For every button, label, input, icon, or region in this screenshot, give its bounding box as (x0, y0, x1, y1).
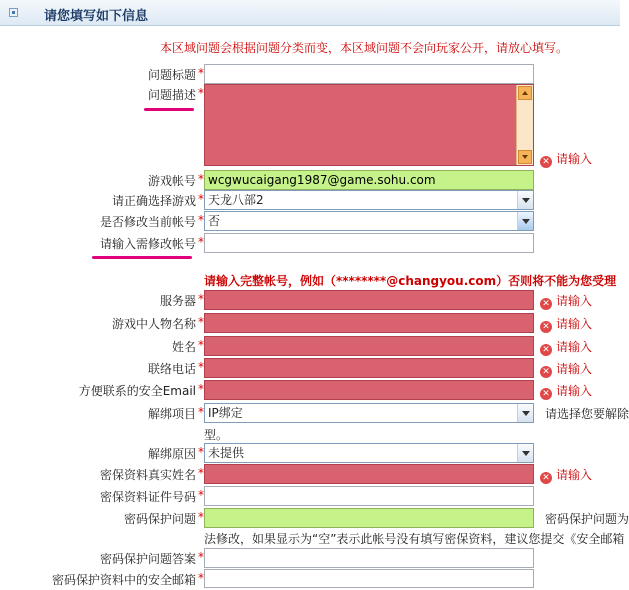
answer-input[interactable] (204, 548, 534, 568)
label-name: 姓名 (171, 340, 196, 354)
error-icon: ✕ (540, 156, 552, 168)
required-star: * (198, 86, 204, 100)
scroll-up-icon[interactable] (518, 86, 532, 100)
name-error: ✕ 请输入 (540, 338, 592, 356)
server-error: ✕ 请输入 (540, 292, 592, 310)
label-answer: 密码保护问题答案 (99, 552, 196, 566)
description-textarea[interactable] (204, 84, 534, 166)
required-star: * (198, 338, 204, 352)
required-star: * (198, 510, 204, 524)
section-title: 请您填写如下信息 (44, 9, 149, 24)
character-error: ✕ 请输入 (540, 315, 592, 333)
required-star: * (198, 382, 204, 396)
notice-text: 本区域问题会根据问题分类而变，本区域问题不会向玩家公开，请放心填写。 (160, 41, 569, 55)
label-title: 问题标题 (147, 68, 196, 82)
modify-account-input[interactable] (204, 233, 534, 253)
real-name-error: ✕ 请输入 (540, 466, 592, 484)
required-star: * (198, 292, 204, 306)
email-error: ✕ 请输入 (540, 382, 592, 400)
label-real-name: 密保资料真实姓名 (99, 468, 196, 482)
chevron-down-icon[interactable] (517, 444, 533, 462)
account-input[interactable]: wcgwucaigang1987@game.sohu.com (204, 170, 534, 190)
phone-input[interactable] (204, 358, 534, 378)
label-email: 方便联系的安全Email (78, 384, 196, 398)
unbind-item-note: 型。 (204, 428, 229, 442)
required-star: * (198, 235, 204, 249)
required-star: * (198, 405, 204, 419)
server-input[interactable] (204, 290, 534, 310)
label-game: 请正确选择游戏 (111, 194, 196, 208)
chevron-down-icon[interactable] (517, 212, 533, 230)
error-icon: ✕ (540, 344, 552, 356)
id-number-input[interactable] (204, 486, 534, 506)
section-header (0, 0, 620, 26)
label-phone: 联络电话 (147, 362, 196, 376)
error-icon: ✕ (540, 298, 552, 310)
required-star: * (198, 466, 204, 480)
label-modify: 是否修改当前帐号 (99, 215, 196, 229)
required-star: * (198, 488, 204, 502)
label-character: 游戏中人物名称 (111, 317, 196, 331)
label-desc: 问题描述 (147, 88, 196, 102)
desc-error: ✕ 请输入 (540, 150, 592, 168)
label-unbind-reason: 解绑原因 (147, 447, 196, 461)
error-icon: ✕ (540, 472, 552, 484)
secure-email-input[interactable] (204, 569, 534, 588)
label-secure-email: 密码保护资料中的安全邮箱 (51, 573, 196, 587)
error-icon: ✕ (540, 388, 552, 400)
email-input[interactable] (204, 380, 534, 400)
account-format-warning: 请输入完整帐号，例如（********@changyou.com）否则将不能为您受理 (204, 274, 617, 288)
game-select-value: 天龙八部2 (208, 193, 264, 207)
unbind-reason-value: 未提供 (208, 446, 245, 460)
question-note: 法修改，如果显示为“空”表示此帐号没有填写密保资料，建议您提交《安全邮箱 (204, 532, 625, 546)
scroll-down-icon[interactable] (518, 150, 532, 164)
modify-select[interactable] (204, 211, 534, 231)
label-account: 游戏帐号 (147, 174, 196, 188)
required-star: * (198, 315, 204, 329)
label-server: 服务器 (159, 294, 196, 308)
required-star: * (198, 213, 204, 227)
unbind-item-hint: 请选择您要解除 (545, 407, 629, 421)
required-star: * (198, 445, 204, 459)
required-star: * (198, 360, 204, 374)
required-star: * (198, 571, 204, 585)
modify-select-value: 否 (208, 214, 221, 228)
textarea-scrollbar[interactable] (516, 85, 533, 165)
chevron-down-icon[interactable] (517, 404, 533, 422)
error-icon: ✕ (540, 321, 552, 333)
question-hint: 密码保护问题为 (545, 512, 629, 526)
error-icon: ✕ (540, 366, 552, 378)
game-select[interactable] (204, 190, 534, 210)
required-star: * (198, 192, 204, 206)
label-modify-account: 请输入需修改帐号 (99, 237, 196, 251)
character-input[interactable] (204, 313, 534, 333)
label-id-number: 密保资料证件号码 (99, 490, 196, 504)
label-question: 密码保护问题 (123, 512, 196, 526)
unbind-reason-select[interactable] (204, 443, 534, 463)
highlight-underline (144, 108, 194, 111)
required-star: * (198, 66, 204, 80)
label-unbind-item: 解绑项目 (147, 407, 196, 421)
unbind-item-value: IP绑定 (208, 406, 243, 420)
required-star: * (198, 172, 204, 186)
name-input[interactable] (204, 336, 534, 356)
unbind-item-select[interactable] (204, 403, 534, 423)
highlight-underline (92, 256, 192, 259)
title-input[interactable] (204, 64, 534, 84)
question-input[interactable] (204, 508, 534, 528)
collapse-icon[interactable] (9, 8, 18, 17)
phone-error: ✕ 请输入 (540, 360, 592, 378)
real-name-input[interactable] (204, 464, 534, 484)
required-star: * (198, 550, 204, 564)
chevron-down-icon[interactable] (517, 191, 533, 209)
